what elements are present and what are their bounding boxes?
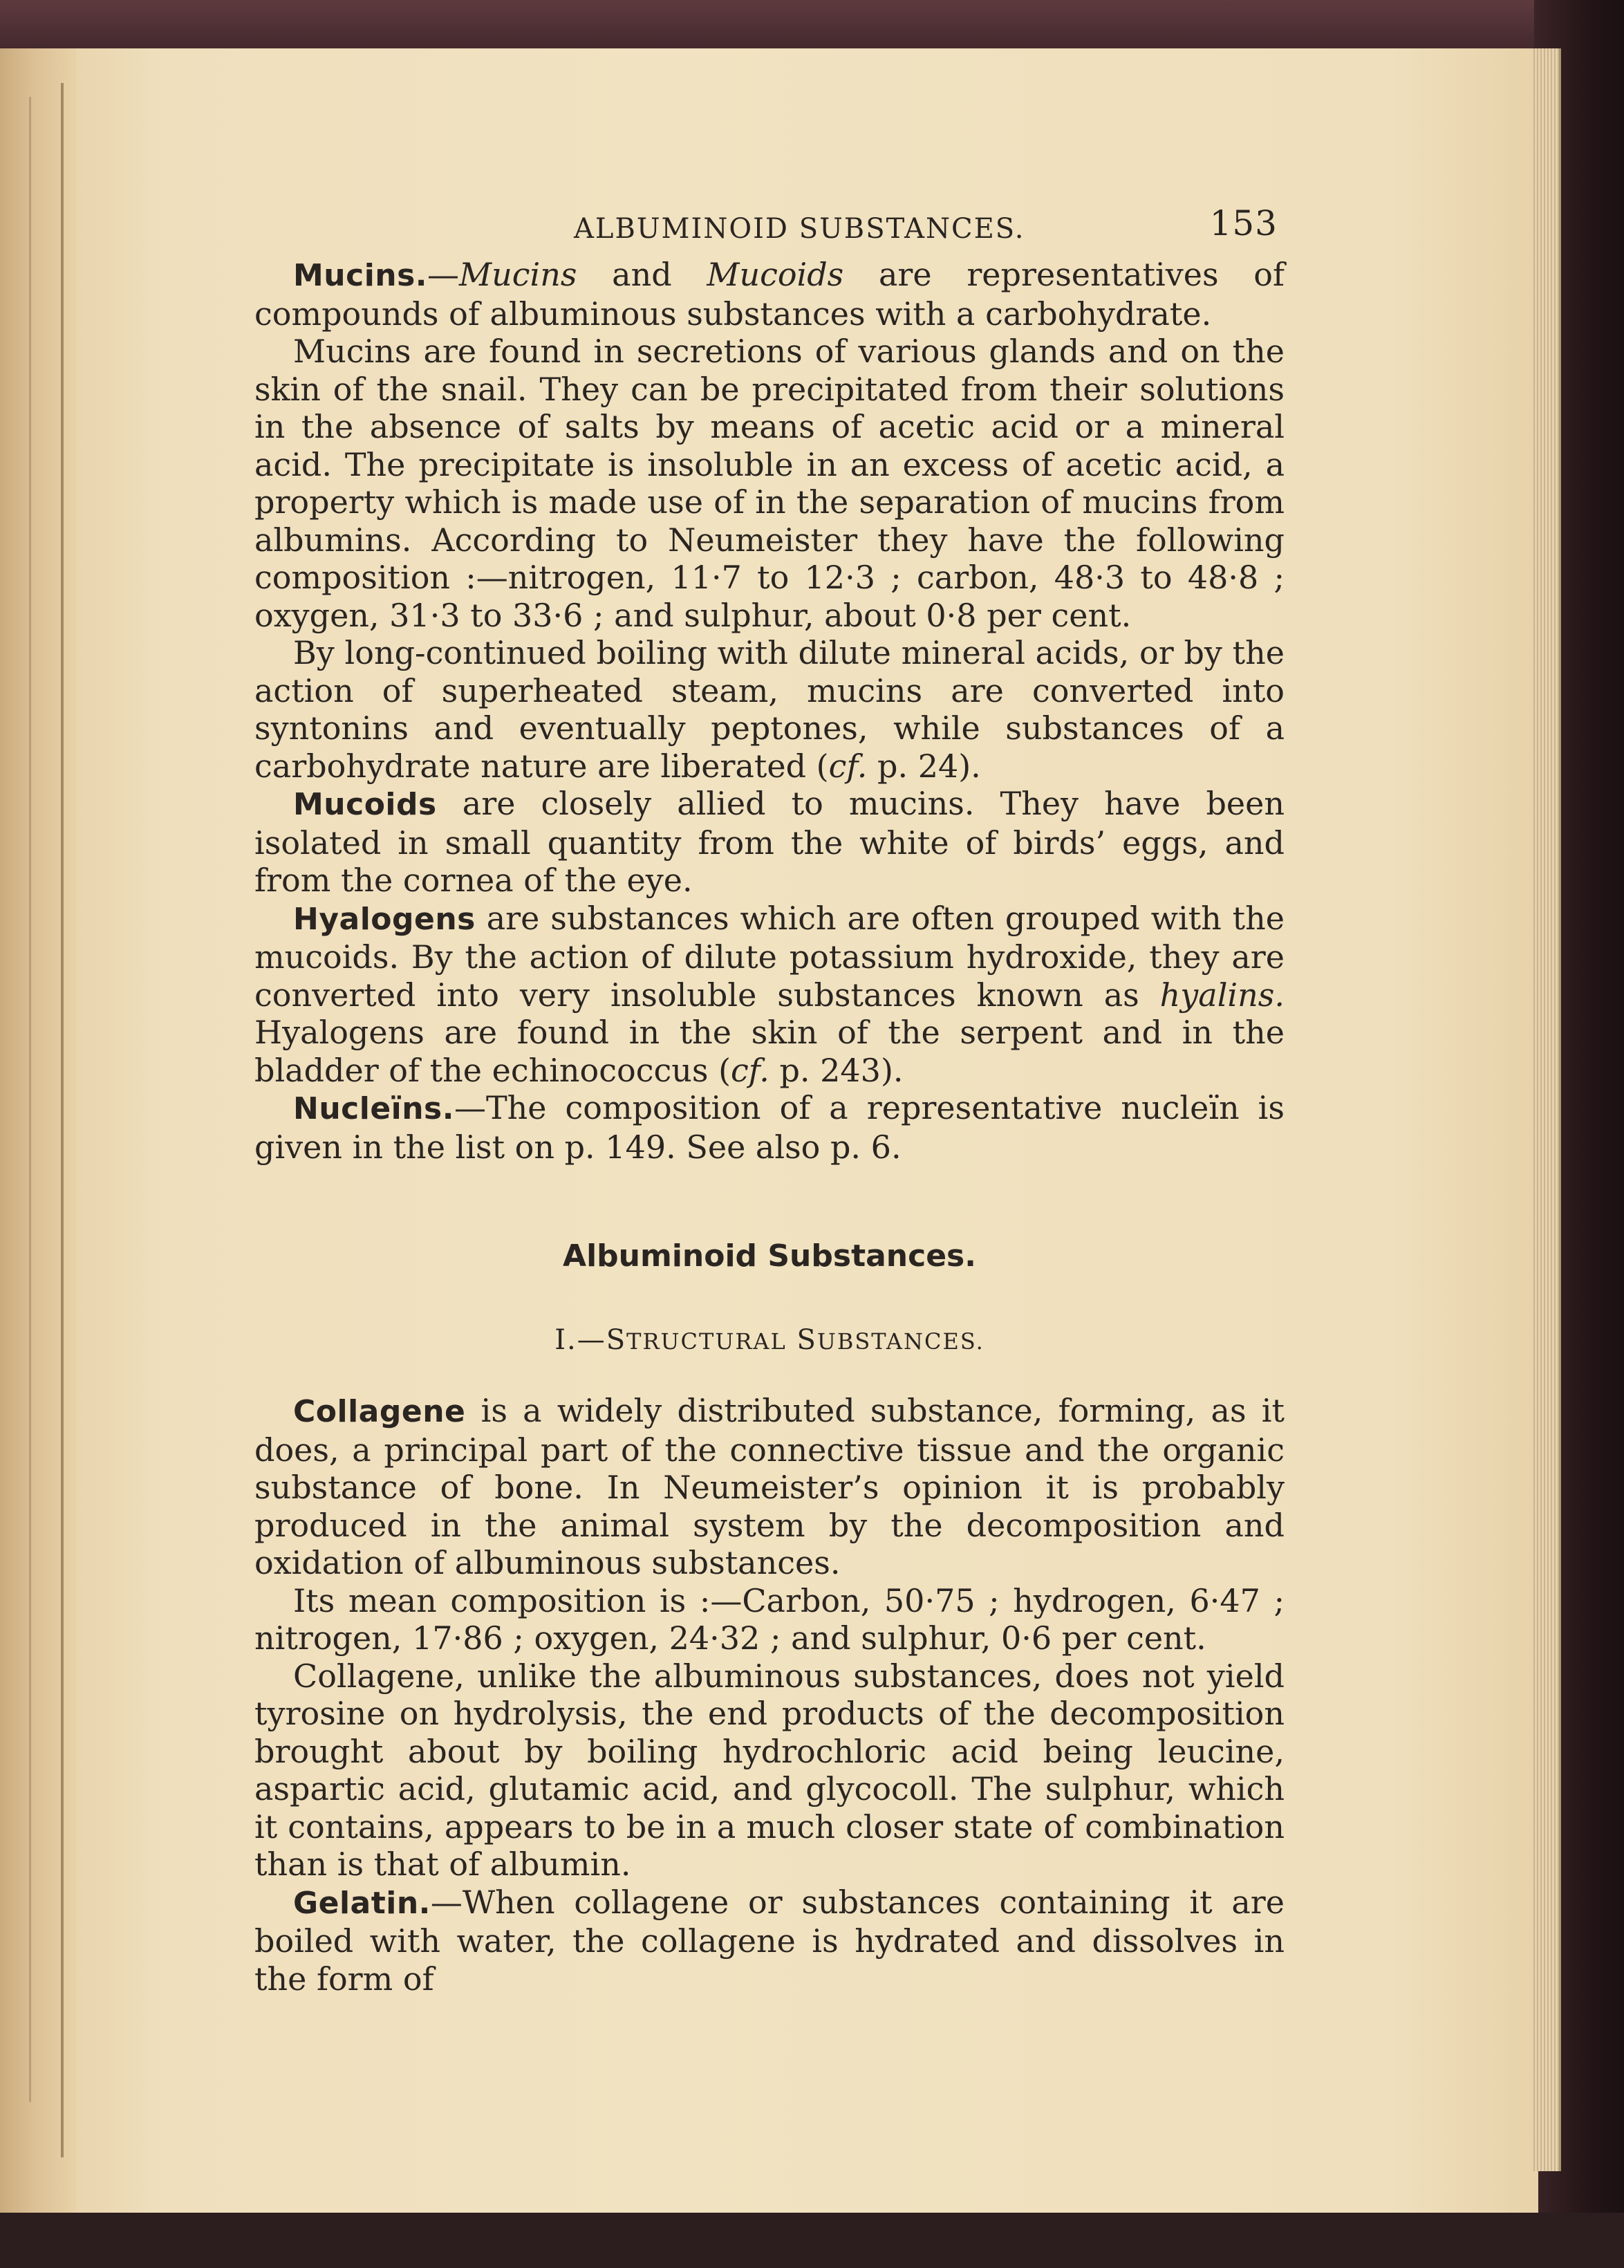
background-bottom bbox=[0, 2213, 1624, 2268]
paragraph-hyalogens: Hyalogens are substances which are often grouped with the mucoids. By the action of dilute potassium hydroxide, they are converted into very insoluble substances known as hyalins. Hyalogens are found in the skin of the serpent and in the bladder of the echinococcus (cf. p. 243). bbox=[254, 899, 1285, 1089]
running-head bbox=[254, 201, 1285, 256]
paragraph-mucins-occurrence: Mucins are found in secretions of various glands and on the skin of the snail. They can be precipitated from their solutions in the absence of salts by means of acetic acid or a mineral acid. The precipitate is insoluble in an excess of acetic acid, a property which is made use of in the separation of mucins from albumins. According to Neumeister they have the following composition :—nitrogen, 11·7 to 12·3 ; carbon, 48·3 to 48·8 ; oxygen, 31·3 to 33·6 ; and sulphur, about 0·8 per cent. bbox=[254, 333, 1285, 634]
term-nucleins: Nucleïns. bbox=[293, 1091, 454, 1126]
paragraph-collagene: Collagene is a widely distributed substance, forming, as it does, a principal part of the connective tissue and the organic substance of bone. In Neumeister’s opinion it is probably produced in the animal system by the decomposition and oxidation of albuminous substances. bbox=[254, 1392, 1285, 1581]
italic-mucoids: Mucoids bbox=[707, 256, 844, 293]
paragraph-nucleins: Nucleïns.—The composition of a representative nucleïn is given in the list on p. 149. See also p. 6. bbox=[254, 1089, 1285, 1166]
gutter-fold bbox=[61, 83, 64, 2157]
subsection-title: I.—STRUCTURAL SUBSTANCES. bbox=[554, 1323, 984, 1356]
term-collagene: Collagene bbox=[293, 1394, 466, 1429]
paragraph-mucoids: Mucoids are closely allied to mucins. They have been isolated in small quantity from the white of birds’ eggs, and from the cornea of the eye. bbox=[254, 785, 1285, 899]
paragraph-collagene-hydrolysis: Collagene, unlike the albuminous substances, does not yield tyrosine on hydrolysis, the end products of the decomposition brought about by boiling hydrochloric acid being leucine, aspartic acid, glutamic acid, and glycocoll. The sulphur, which it contains, appears to be in a much closer state of combination than is that of albumin. bbox=[254, 1657, 1285, 1883]
page-number: 153 bbox=[1209, 203, 1278, 243]
section-title: Albuminoid Substances. bbox=[563, 1238, 976, 1274]
page-stack-edges bbox=[1531, 48, 1561, 2171]
paragraph-collagene-composition: Its mean composition is :—Carbon, 50·75 ; hydrogen, 6·47 ; nitrogen, 17·86 ; oxygen, 24·32 ; and sulphur, 0·6 per cent. bbox=[254, 1581, 1285, 1657]
paragraph-gelatin: Gelatin.—When collagene or substances containing it are boiled with water, the collagene is hydrated and dissolves in the form of bbox=[254, 1883, 1285, 1998]
paragraph-mucins: Mucins.—Mucins and Mucoids are representatives of compounds of albuminous substances with a carbohydrate. bbox=[254, 256, 1285, 333]
term-hyalogens: Hyalogens bbox=[293, 901, 476, 937]
term-mucoids: Mucoids bbox=[293, 787, 437, 822]
running-head-title: ALBUMINOID SUBSTANCES. bbox=[574, 213, 1025, 245]
page-text bbox=[254, 201, 1285, 1998]
italic-hyalins: hyalins. bbox=[1159, 976, 1285, 1014]
term-mucins: Mucins. bbox=[293, 258, 428, 293]
paragraph-mucins-boiling: By long-continued boiling with dilute mineral acids, or by the action of superheated steam, mucins are converted into syntonins and eventually peptones, while substances of a carbohydrate nature are liberated (cf. p. 24). bbox=[254, 634, 1285, 785]
facing-page-edge bbox=[0, 48, 83, 2213]
term-gelatin: Gelatin. bbox=[293, 1885, 431, 1921]
gutter-fold-secondary bbox=[29, 97, 31, 2102]
italic-mucins: Mucins bbox=[459, 256, 577, 293]
